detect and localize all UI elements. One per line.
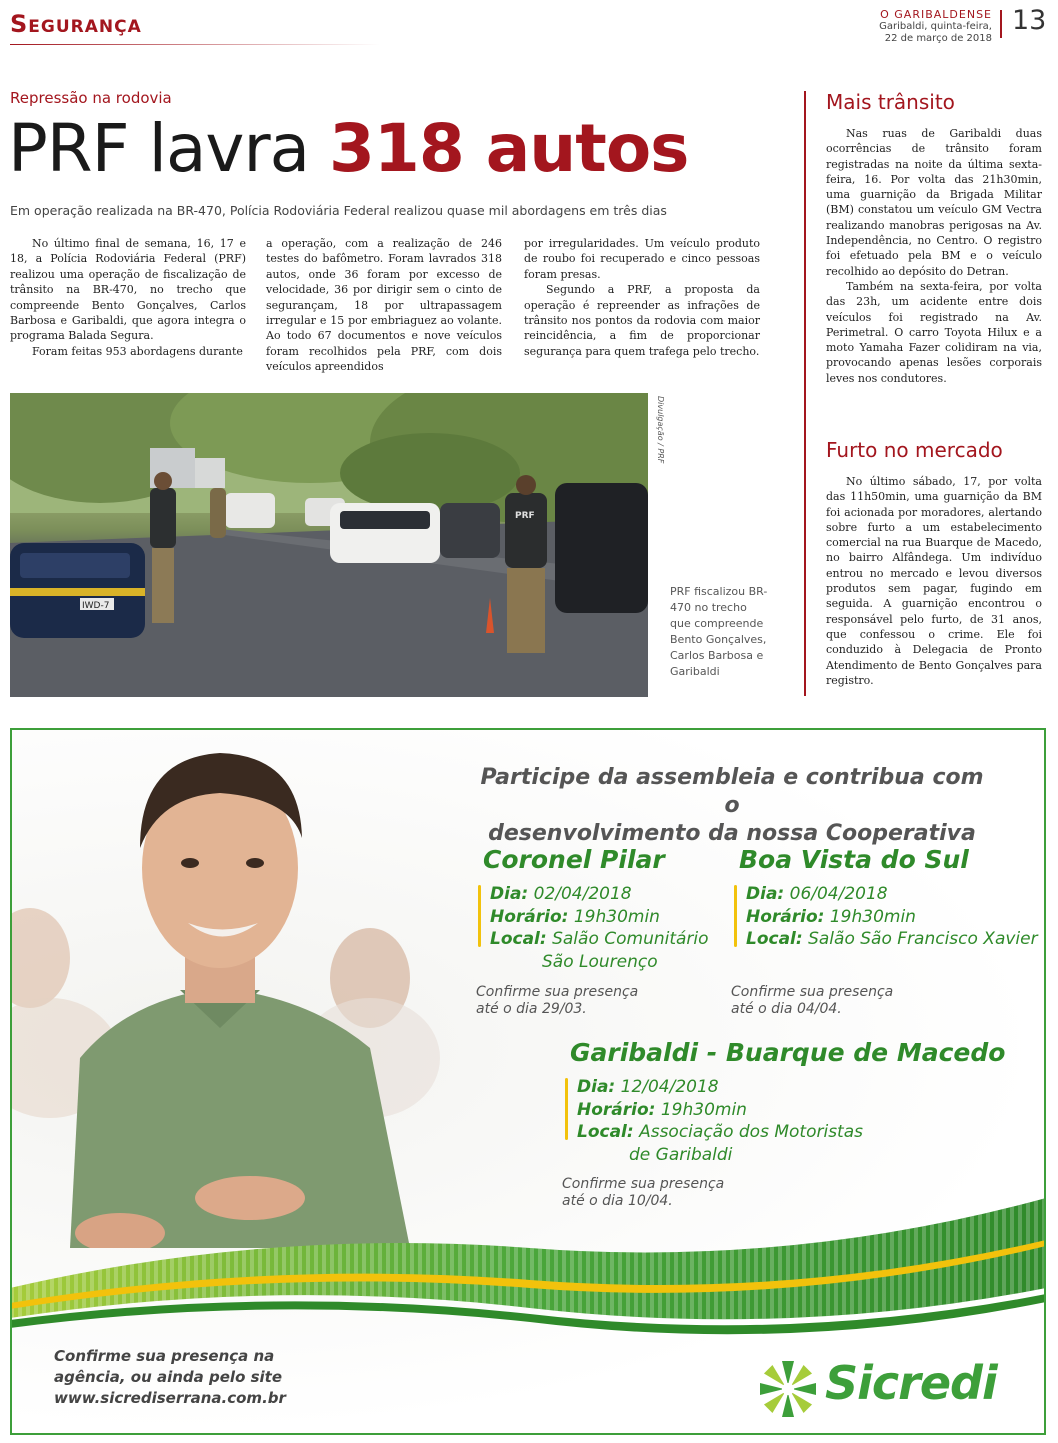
label-horario: Horário: (577, 1099, 656, 1120)
photo-caption: PRF fiscalizou BR-470 no trecho que compreende Bento Gonçalves, Carlos Barbosa e Garibaldi (670, 585, 768, 678)
website-link[interactable]: www.sicrediserrana.com.br (54, 1389, 286, 1407)
story-column-3 (524, 236, 760, 359)
label-local: Local: (577, 1122, 634, 1142)
masthead (879, 8, 992, 45)
event-date: 02/04/2018 (533, 884, 632, 904)
paragraph: Também na sexta-feira, por volta das 23h, um acidente entre dois veículos foi registrado na Av. Perimetral. O carro Toyota Hilux e a moto Yamaha Fazer colidiram na via, provocando apenas lesões corporais leves nos condutores. (826, 279, 1042, 385)
event-title-coronel-pilar: Coronel Pilar (483, 845, 665, 874)
confirm-line-1: Confirme sua presença (562, 1176, 725, 1192)
sidebar-text-traffic (826, 126, 1042, 386)
event-location: Salão São Francisco Xavier (808, 929, 1038, 949)
story-kicker: Repressão na rodovia (10, 89, 172, 107)
event-time: 19h30min (829, 906, 916, 927)
story-column-1 (10, 236, 246, 359)
paragraph: No último final de semana, 16, 17 e 18, a Polícia Rodoviária Federal (PRF) realizou uma operação de fiscalização de trânsito na BR-470, no trecho que compreende Bento Gonçalves, Carlos Barbosa e Garibaldi, que agora integra o programa Balada Segura. (10, 237, 246, 343)
event-confirm-boa-vista-do-sul (731, 984, 893, 1018)
confirm-line-1: Confirme sua presença (476, 984, 639, 1000)
label-local: Local: (490, 929, 547, 949)
event-details-boa-vista-do-sul (746, 883, 1038, 951)
section-title: Segurança (10, 10, 142, 38)
story-photo (10, 393, 648, 697)
ad-headline (472, 764, 992, 848)
sidebar-divider (804, 91, 806, 696)
ad-footer-text (54, 1346, 286, 1409)
event-title-garibaldi: Garibaldi - Buarque de Macedo (570, 1038, 1006, 1067)
headline-text: PRF lavra (8, 110, 329, 187)
sicredi-advertisement (10, 728, 1046, 1435)
event-accent-bar (565, 1078, 568, 1140)
event-date: 06/04/2018 (789, 884, 888, 904)
confirm-line-2: até o dia 10/04. (562, 1193, 673, 1209)
sidebar-text-theft (826, 474, 1042, 688)
confirm-line-2: até o dia 04/04. (731, 1001, 842, 1017)
footer-line-1: Confirme sua presença na (54, 1347, 275, 1365)
vest-text: PRF (515, 511, 535, 521)
sicredi-pinwheel-icon (755, 1356, 821, 1422)
event-details-coronel-pilar (490, 883, 709, 973)
sidebar-title-traffic: Mais trânsito (826, 90, 955, 114)
ad-headline-line-1: Participe da assembleia e contribua com o (480, 765, 984, 818)
label-dia: Dia: (577, 1077, 616, 1097)
story-headline (8, 108, 688, 190)
date-line-2: 22 de março de 2018 (884, 33, 992, 44)
green-wave-graphic (10, 1168, 1046, 1358)
confirm-line-2: até o dia 29/03. (476, 1001, 587, 1017)
event-date: 12/04/2018 (620, 1077, 719, 1097)
sidebar-title-theft: Furto no mercado (826, 438, 1003, 462)
event-details-garibaldi (577, 1076, 863, 1166)
sicredi-logo (755, 1352, 1015, 1424)
newspaper-name: O GARIBALDENSE (880, 8, 992, 21)
event-time: 19h30min (660, 1099, 747, 1120)
confirm-line-1: Confirme sua presença (731, 984, 894, 1000)
page-number-divider (1000, 10, 1002, 38)
story-column-2 (266, 236, 502, 375)
event-confirm-coronel-pilar (476, 984, 638, 1018)
paragraph: Nas ruas de Garibaldi duas ocorrências de trânsito foram registradas na noite da última sexta-feira, 16. Por volta das 21h30min, uma guarnição da Brigada Militar (BM) constatou um veículo GM Vectra realizando manobras perigosas na Av. Independência, no Centro. O registro foi efetuado pela BM e o veículo recolhido ao depósito do Detran. (826, 127, 1042, 278)
paragraph: por irregularidades. Um veículo produto de roubo foi recuperado e cinco pessoas foram presas. (524, 237, 760, 281)
photo-credit: Divulgação / PRF (656, 396, 665, 464)
event-accent-bar (478, 885, 481, 947)
event-accent-bar (734, 885, 737, 947)
event-title-boa-vista-do-sul: Boa Vista do Sul (739, 845, 969, 874)
paragraph: a operação, com a realização de 246 testes do bafômetro. Foram lavrados 318 autos, onde 36 foram por excesso de velocidade, 36 por dirigir sem o cinto de segurançam, 18 por ultrapassagem irregular e 15 por embriaguez ao volante. Ao todo 67 documentos e nove veículos foram recolhidos pela PRF, com dois veículos apreendidos (266, 237, 502, 374)
header-divider (10, 44, 380, 45)
story-subhead: Em operação realizada na BR-470, Polícia Rodoviária Federal realizou quase mil abordagens em três dias (10, 203, 667, 218)
event-location: Salão Comunitário (552, 929, 709, 949)
event-time: 19h30min (573, 906, 660, 927)
label-dia: Dia: (490, 884, 529, 904)
headline-highlight: 318 autos (329, 110, 689, 187)
label-horario: Horário: (746, 906, 825, 927)
plate-text: IWD-7 (82, 601, 110, 611)
ad-headline-line-2: desenvolvimento da nossa Cooperativa (488, 821, 976, 846)
label-horario: Horário: (490, 906, 569, 927)
label-dia: Dia: (746, 884, 785, 904)
date-line-1: Garibaldi, quinta-feira, (879, 21, 992, 32)
footer-line-2: agência, ou ainda pelo site (54, 1368, 283, 1386)
paragraph: Segundo a PRF, a proposta da operação é repreender as infrações de trânsito nos pontos da rodovia com maior reincidência, a fim de proporcionar segurança para quem trafega pelo trecho. (524, 283, 760, 358)
page-number: 13 (1012, 5, 1047, 36)
sicredi-logo-text: Sicredi (825, 1356, 997, 1410)
event-location-line-2: de Garibaldi (629, 1144, 733, 1165)
label-local: Local: (746, 929, 803, 949)
paragraph: No último sábado, 17, por volta das 11h50min, uma guarnição da BM foi acionada por moradores, alertando sobre furto a um estabelecimento comercial na rua Buarque de Macedo, no bairro Alfândega. Um indivíduo entrou no mercado e levou diversos produtos sem pagar, fugindo em seguida. A guarnição encontrou o responsável pelo furto, de 31 anos, que confessou o crime. Ele foi conduzido à Delegacia de Pronto Atendimento de Bento Gonçalves para registro. (826, 475, 1042, 687)
event-location: Associação dos Motoristas (639, 1122, 863, 1142)
paragraph: Foram feitas 953 abordagens durante (32, 344, 243, 358)
event-location-line-2: São Lourenço (542, 951, 658, 972)
